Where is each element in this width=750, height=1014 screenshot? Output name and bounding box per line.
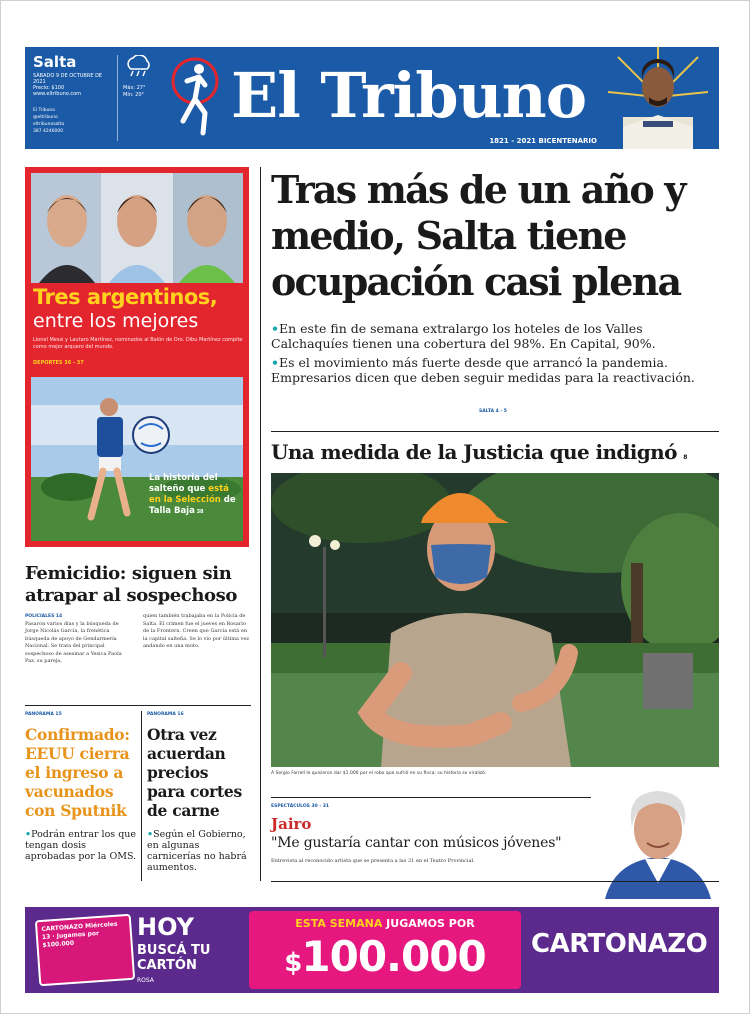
caption-highlight: está en la Selección: [149, 484, 229, 505]
runner-logo-icon: [169, 55, 221, 141]
social-twitter: @eltribuno: [33, 115, 58, 120]
rain-cloud-icon: [123, 55, 155, 77]
ad-semana-1: ESTA SEMANA: [295, 917, 383, 930]
femicidio-col-1: [25, 613, 133, 666]
femicidio-kicker: POLICIALES 14: [25, 614, 63, 619]
jairo-name[interactable]: Jairo: [271, 815, 312, 833]
confirmado-bullet: [25, 829, 137, 862]
section-rule: [271, 797, 591, 798]
deck-item-1-text: En este fin de semana extralargo los hoteles de los Valles Calchaquíes tienen una cobertura del 98%. En Capital, 90%.: [271, 321, 656, 351]
cartonazo-logo: CARTONAZO: [531, 929, 708, 959]
femicidio-col-1-text: Pasaron varios días y la búsqueda de Jorge Nicolás García, la frenética búsqueda de apoyo de Gendarmería Nacional. Se trata del principal sospechoso de asesinar a Yesica Paola Paz, su pareja,: [25, 620, 122, 664]
second-headline-text: Una medida de la Justicia que indignó: [271, 440, 677, 464]
deck-item-1: [271, 321, 719, 351]
farrell-photo: [271, 473, 719, 767]
masthead: [25, 47, 719, 149]
talla-baja-caption: [149, 473, 241, 518]
bullet-icon: •: [271, 321, 279, 336]
temp-max: Máx: 27°: [123, 85, 146, 91]
main-deck: [271, 321, 719, 389]
bicentennial-tagline: 1821 - 2021 BICENTENARIO: [489, 137, 597, 145]
otra-vez-headline[interactable]: Otra vez acuerdan precios para cortes de carne: [147, 725, 242, 820]
man-in-park-photo: [271, 473, 719, 767]
promo-page-ref: DEPORTES 36 - 37: [33, 360, 84, 366]
edition-price: Precio: $100: [33, 85, 65, 91]
main-page-ref: SALTA 4 - 5: [479, 409, 507, 414]
social-instagram: eltribunosalta: [33, 122, 65, 127]
otra-vez-bullet: [147, 829, 251, 873]
femicidio-body: [25, 613, 251, 691]
cartonazo-ad[interactable]: [25, 907, 719, 993]
photo-caption: A Sergio Farrell le quisieron dar $1.000 por el robo que sufrió en su finca; su historia se viralizó.: [271, 771, 487, 776]
three-players-photo: [31, 173, 243, 283]
ad-semana: [249, 917, 521, 930]
ad-rosa: ROSA: [137, 977, 154, 984]
ad-amount-value: 100.000: [301, 932, 486, 981]
newspaper-title: El Tribuno: [231, 59, 587, 132]
website: www.eltribuno.com: [33, 91, 82, 97]
jairo-text: Entrevista al reconocido artista que se presenta a las 21 en el Teatro Provincial.: [271, 858, 475, 864]
column-rule: [141, 711, 142, 881]
temp-min: Mín: 20°: [123, 92, 145, 98]
second-page-ref: 8: [683, 454, 687, 461]
deck-item-2-text: Es el movimiento más fuerte desde que arrancó la pandemia. Empresarios dicen que deben seguir medidas para la reactivación.: [271, 355, 695, 385]
bicentennial-portrait-icon: [603, 47, 713, 149]
section-rule: [25, 705, 251, 706]
otra-vez-bullet-text: Según el Gobierno, en algunas carnicerías no habrá aumentos.: [147, 829, 247, 873]
promo-title: Tres argentinos,: [33, 285, 218, 309]
femicidio-col-2: quien también trabajaba en la Policía de Salta. El crimen fue el jueves en Rosario de la Frontera. Creen que García está en la capital salteña. Se lo vio por última vez andando en una moto.: [143, 613, 249, 649]
ad-hoy: HOY: [137, 913, 195, 941]
confirmado-bullet-text: Podrán entrar los que tengan dosis aprobadas por la OMS.: [25, 829, 137, 862]
city-name: Salta: [33, 53, 77, 71]
caption-part-1: La historia del salteño que: [149, 473, 218, 494]
caption-part-2: de Talla Baja: [149, 495, 236, 516]
promo-subtitle: entre los mejores: [33, 310, 199, 332]
social-links: [33, 107, 113, 135]
femicidio-headline[interactable]: Femicidio: siguen sin atrapar al sospechoso: [25, 563, 237, 606]
section-rule: [271, 881, 719, 882]
ad-currency: $: [284, 948, 302, 978]
bullet-icon: •: [25, 829, 32, 840]
weather: [123, 55, 157, 135]
section-rule: [271, 431, 719, 432]
caption-page: 38: [194, 509, 204, 515]
main-headline[interactable]: Tras más de un año y medio, Salta tiene ocupación casi plena: [271, 167, 685, 304]
confirmado-kicker: PANORAMA 15: [25, 712, 62, 717]
second-headline[interactable]: [271, 439, 721, 471]
jairo-quote[interactable]: "Me gustaría cantar con músicos jóvenes": [271, 835, 562, 851]
social-whatsapp: 387 4246000: [33, 129, 64, 134]
masthead-divider: [117, 55, 118, 141]
ad-prize-panel: [249, 911, 521, 989]
deck-item-2: [271, 355, 719, 385]
promo-text: Lionel Messi y Lautaro Martínez, nominados al Balón de Oro. Dibu Martínez compite como mejor arquero del mundo.: [33, 337, 243, 350]
talla-baja-promo[interactable]: [31, 377, 243, 541]
ad-amount: [249, 931, 521, 989]
bullet-icon: •: [147, 829, 154, 840]
ad-semana-2: JUGAMOS POR: [382, 917, 475, 930]
cartonazo-card: [35, 914, 135, 987]
main-column-rule: [260, 167, 261, 881]
edition-date: SÁBADO 9 DE OCTUBRE DE 2021: [33, 73, 103, 85]
ad-busca: BUSCÁ TU CARTÓN: [137, 943, 211, 973]
bullet-icon: •: [271, 355, 279, 370]
sports-promo[interactable]: [25, 167, 249, 547]
card-text: CARTONAZO Miércoles 13 · Jugamos por $100.000: [41, 920, 118, 949]
social-facebook: El Tribuno: [33, 108, 56, 113]
otra-vez-kicker: PANORAMA 16: [147, 712, 184, 717]
confirmado-headline[interactable]: Confirmado: EEUU cierra el ingreso a vacunados con Sputnik: [25, 725, 130, 820]
edition-info: [33, 73, 113, 97]
jairo-kicker: ESPECTÁCULOS 30 - 31: [271, 804, 330, 809]
